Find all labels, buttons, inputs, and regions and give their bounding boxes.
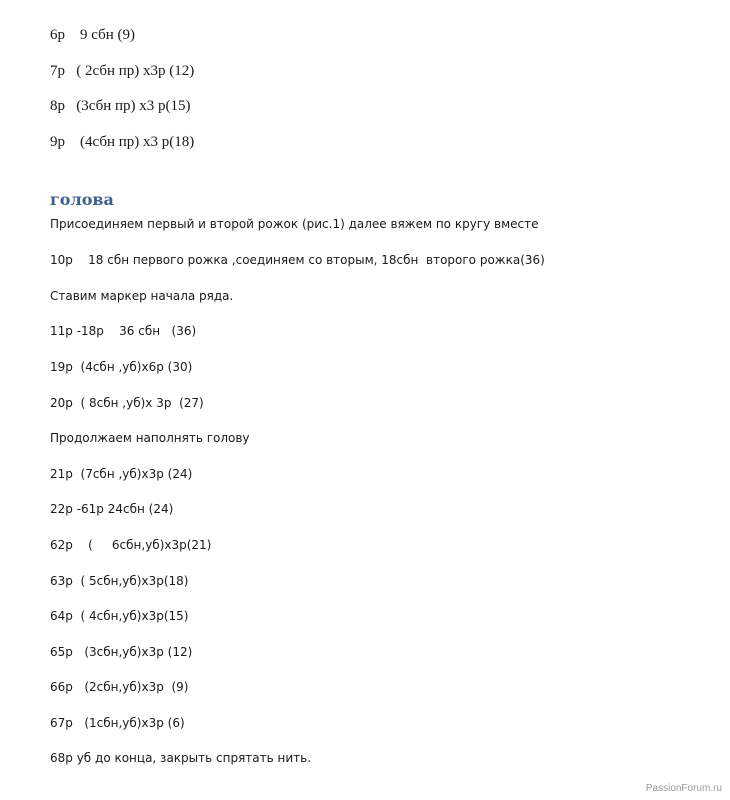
row-66: 66р (2сбн,уб)х3р (9) — [50, 680, 189, 694]
row-10: 10р 18 сбн первого рожка ,соединяем со вторым, 18сбн второго рожка(36) — [50, 253, 545, 267]
row-65: 65р (3сбн,уб)х3р (12) — [50, 645, 193, 659]
row-22-61: 22р -61р 24сбн (24) — [50, 502, 174, 516]
marker-note: Ставим маркер начала ряда. — [50, 289, 234, 303]
section-heading: голова — [50, 190, 114, 209]
row-20: 20р ( 8сбн ,уб)х 3р (27) — [50, 396, 204, 410]
row-63: 63р ( 5сбн,уб)х3р(18) — [50, 574, 189, 588]
row-8: 8р (3сбн пр) х3 р(15) — [50, 98, 191, 114]
intro-text: Присоединяем первый и второй рожок (рис.1) далее вяжем по кругу вместе — [50, 217, 539, 231]
row-9: 9р (4сбн пр) х3 р(18) — [50, 134, 195, 150]
row-62: 62р ( 6сбн,уб)х3р(21) — [50, 538, 212, 552]
stuffing-note: Продолжаем наполнять голову — [50, 431, 250, 445]
row-64: 64р ( 4сбн,уб)х3р(15) — [50, 609, 189, 623]
watermark-text: PassionForum.ru — [645, 783, 722, 794]
row-68: 68р уб до конца, закрыть спрятать нить. — [50, 751, 312, 765]
row-19: 19р (4сбн ,уб)х6р (30) — [50, 360, 193, 374]
row-6: 6р 9 сбн (9) — [50, 27, 135, 43]
row-21: 21р (7сбн ,уб)х3р (24) — [50, 467, 193, 481]
row-67: 67р (1сбн,уб)х3р (6) — [50, 716, 185, 730]
row-11-18: 11р -18р 36 сбн (36) — [50, 324, 197, 338]
row-7: 7р ( 2сбн пр) х3р (12) — [50, 63, 195, 79]
